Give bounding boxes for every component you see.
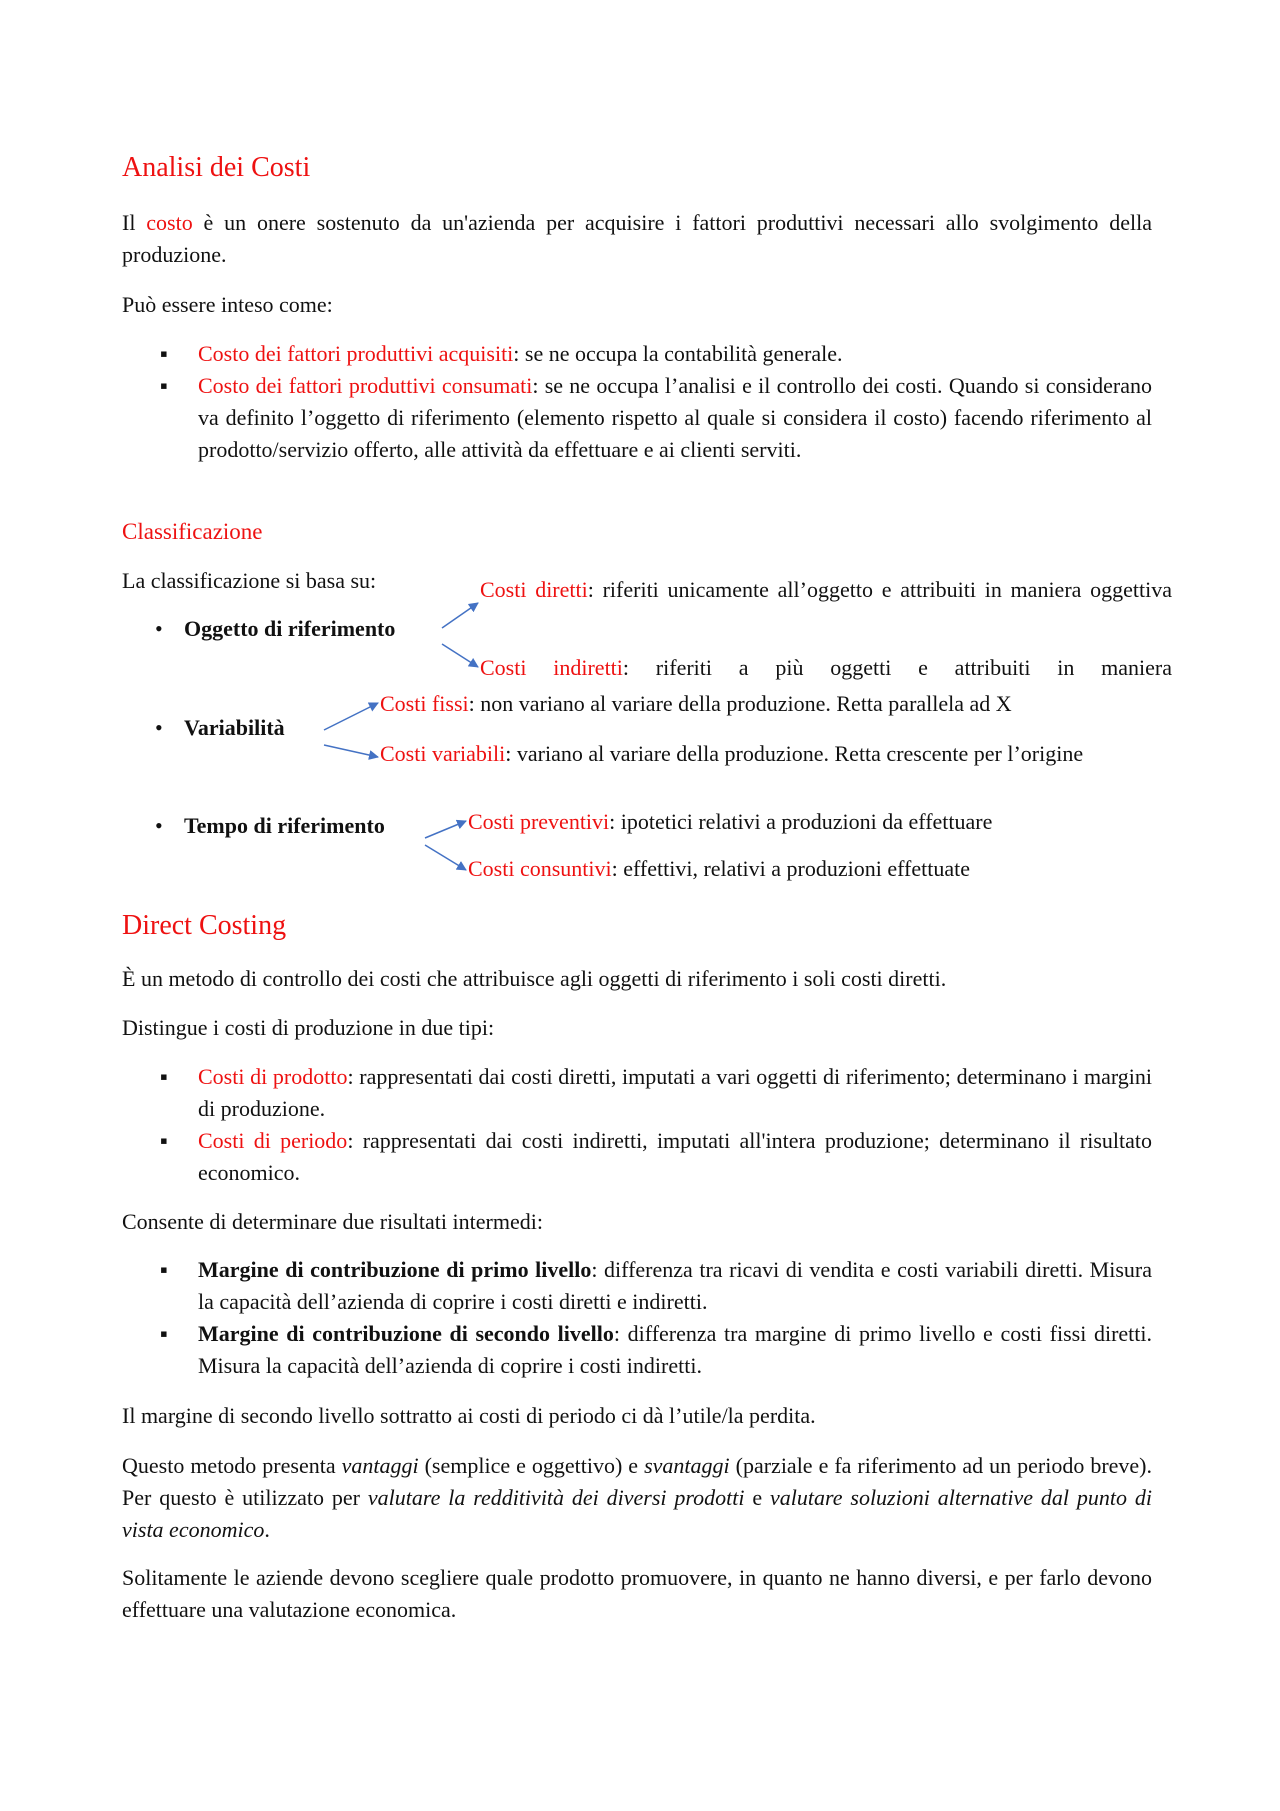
bullet-icon: ▪: [160, 373, 168, 398]
bullet-icon: ▪: [160, 1257, 168, 1282]
list-item-margine-secondo: Margine di contribuzione di secondo livello: differenza tra margine di primo livello e costi fissi diretti. Misura la capacità dell’azienda di coprire i costi indiretti.: [198, 1321, 1152, 1378]
paragraph-dc-4: Il margine di secondo livello sottratto ai costi di periodo ci dà l’utile/la perdita.: [122, 1403, 816, 1428]
category-oggetto: Oggetto di riferimento: [184, 616, 396, 641]
heading-classificazione: Classificazione: [122, 519, 263, 544]
paragraph-dc-3: Consente di determinare due risultati intermedi:: [122, 1209, 543, 1234]
paragraph-dc-1: È un metodo di controllo dei costi che attribuisce agli oggetti di riferimento i soli costi diretti.: [122, 966, 947, 991]
bullet-icon: •: [155, 715, 163, 740]
arrow-preventivi: [425, 821, 466, 838]
item-costi-diretti: Costi diretti: riferiti unicamente all’oggetto e attribuiti in maniera oggettiva: [480, 577, 1173, 602]
list-item-margine-primo: Margine di contribuzione di primo livello: differenza tra ricavi di vendita e costi variabili diretti. Misura la capacità dell’azienda di coprire i costi diretti e indiretti.: [198, 1257, 1152, 1314]
list-item-acquisiti: Costo dei fattori produttivi acquisiti: se ne occupa la contabilità generale.: [198, 341, 843, 366]
term-costo: costo: [146, 210, 193, 235]
item-costi-consuntivi: Costi consuntivi: effettivi, relativi a produzioni effettuate: [468, 856, 971, 881]
paragraph-dc-6: Solitamente le aziende devono scegliere quale prodotto promuovere, in quanto ne hanno diversi, e per farlo devono effettuare una valutazione economica.: [122, 1565, 1152, 1622]
paragraph-puo: Può essere inteso come:: [122, 292, 333, 317]
arrow-diretti: [442, 603, 478, 628]
bullet-icon: ▪: [160, 341, 168, 366]
list-item-consumati: Costo dei fattori produttivi consumati: se ne occupa l’analisi e il controllo dei costi. Quando si considerano va definito l’oggetto di riferimento (elemento rispetto al quale si considera il costo) facendo riferimento al prodotto/servizio offerto, alle attività da effettuare e ai clienti serviti.: [198, 373, 1153, 462]
arrow-fissi: [324, 703, 378, 730]
item-costi-indiretti: Costi indiretti: riferiti a più oggetti e attribuiti in maniera: [480, 655, 1172, 680]
category-variabilita: Variabilità: [184, 715, 285, 740]
paragraph-dc-5: Questo metodo presenta vantaggi (semplice e oggettivo) e svantaggi (parziale e fa riferimento ad un periodo breve). Per questo è utilizzato per valutare la redditività dei diversi prodotti e valutare soluzioni alternative dal punto di vista economico.: [122, 1453, 1153, 1542]
arrow-indiretti: [442, 644, 478, 667]
arrow-variabili: [324, 745, 378, 757]
paragraph-dc-2: Distingue i costi di produzione in due tipi:: [122, 1015, 495, 1040]
bullet-icon: •: [155, 616, 163, 641]
heading-direct-costing: Direct Costing: [122, 910, 287, 941]
bullet-icon: ▪: [160, 1128, 168, 1153]
item-costi-preventivi: Costi preventivi: ipotetici relativi a produzioni da effettuare: [468, 809, 993, 834]
list-item-costi-di-prodotto: Costi di prodotto: rappresentati dai costi diretti, imputati a vari oggetti di riferimento; determinano i margini di produzione.: [198, 1064, 1153, 1121]
paragraph-classificazione-intro: La classificazione si basa su:: [122, 568, 377, 593]
bullet-icon: •: [155, 813, 163, 838]
heading-analisi-dei-costi: Analisi dei Costi: [122, 152, 311, 183]
paragraph-intro: Il costo è un onere sostenuto da un'azienda per acquisire i fattori produttivi necessari allo svolgimento della produzione.: [122, 210, 1152, 267]
bullet-icon: ▪: [160, 1321, 168, 1346]
list-item-costi-di-periodo: Costi di periodo: rappresentati dai costi indiretti, imputati all'intera produzione; determinano il risultato economico.: [198, 1128, 1152, 1185]
item-costi-variabili: Costi variabili: variano al variare della produzione. Retta crescente per l’origine: [380, 741, 1084, 766]
arrow-consuntivi: [425, 845, 466, 870]
item-costi-fissi: Costi fissi: non variano al variare della produzione. Retta parallela ad X: [380, 691, 1012, 716]
bullet-icon: ▪: [160, 1064, 168, 1089]
category-tempo: Tempo di riferimento: [184, 813, 385, 838]
